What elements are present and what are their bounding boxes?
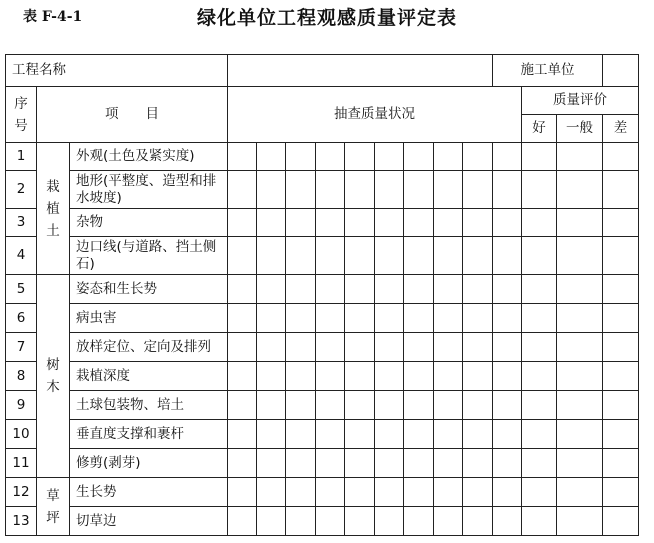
inspection-cell[interactable]: [375, 143, 404, 171]
inspection-cell[interactable]: [257, 237, 286, 275]
inspection-cell[interactable]: [345, 333, 375, 362]
inspection-cell[interactable]: [434, 362, 463, 391]
inspection-cell[interactable]: [316, 304, 345, 333]
item-label: 姿态和生长势: [70, 275, 228, 304]
table-id: 表 F-4-1: [23, 9, 83, 25]
inspection-cell[interactable]: [404, 420, 434, 449]
inspection-cell[interactable]: [463, 507, 493, 536]
rating-cell[interactable]: [603, 143, 639, 171]
rating-cell[interactable]: [522, 143, 557, 171]
inspection-cell[interactable]: [345, 143, 375, 171]
inspection-cell[interactable]: [286, 478, 316, 507]
rating-cell[interactable]: [557, 171, 603, 209]
row-number: 4: [6, 237, 37, 275]
item-label: 栽植深度: [70, 362, 228, 391]
inspection-cell[interactable]: [434, 333, 463, 362]
evaluation-table: [5, 54, 639, 536]
rating-cell[interactable]: [557, 304, 603, 333]
rating-cell[interactable]: [522, 449, 557, 478]
row-number: 8: [6, 362, 37, 391]
inspection-cell[interactable]: [345, 478, 375, 507]
inspection-cell[interactable]: [228, 171, 257, 209]
rating-cell[interactable]: [603, 304, 639, 333]
item-label: 外观(土色及紧实度): [70, 143, 228, 171]
inspection-cell[interactable]: [434, 304, 463, 333]
inspection-cell[interactable]: [228, 420, 257, 449]
inspection-cell[interactable]: [257, 209, 286, 237]
item-header: 项 目: [37, 87, 228, 143]
inspection-cell[interactable]: [345, 304, 375, 333]
group-label: 草 坪: [37, 478, 70, 536]
inspection-cell[interactable]: [463, 143, 493, 171]
rating-cell[interactable]: [603, 478, 639, 507]
inspection-cell[interactable]: [228, 304, 257, 333]
inspection-cell[interactable]: [404, 143, 434, 171]
inspection-cell[interactable]: [257, 333, 286, 362]
inspection-cell[interactable]: [345, 171, 375, 209]
inspection-cell[interactable]: [493, 478, 522, 507]
table-row: [6, 420, 639, 449]
rating-good-header: 好: [522, 115, 557, 143]
rating-cell[interactable]: [522, 507, 557, 536]
inspection-cell[interactable]: [493, 275, 522, 304]
table-row: [6, 275, 639, 304]
inspection-cell[interactable]: [434, 478, 463, 507]
inspection-cell[interactable]: [493, 304, 522, 333]
inspection-cell[interactable]: [345, 420, 375, 449]
rating-cell[interactable]: [603, 391, 639, 420]
inspection-cell[interactable]: [375, 209, 404, 237]
inspection-cell[interactable]: [463, 420, 493, 449]
rating-cell[interactable]: [603, 171, 639, 209]
inspection-cell[interactable]: [316, 362, 345, 391]
table-row: [6, 362, 639, 391]
inspection-cell[interactable]: [434, 507, 463, 536]
inspection-cell[interactable]: [228, 275, 257, 304]
inspection-cell[interactable]: [375, 478, 404, 507]
inspection-cell[interactable]: [493, 420, 522, 449]
inspection-cell[interactable]: [375, 275, 404, 304]
inspection-cell[interactable]: [404, 237, 434, 275]
inspection-cell[interactable]: [493, 237, 522, 275]
rating-cell[interactable]: [603, 209, 639, 237]
inspection-cell[interactable]: [463, 171, 493, 209]
rating-cell[interactable]: [522, 391, 557, 420]
inspection-cell[interactable]: [463, 362, 493, 391]
seq-header: 序 号: [6, 87, 37, 143]
rating-cell[interactable]: [522, 420, 557, 449]
inspection-cell[interactable]: [257, 304, 286, 333]
rating-cell[interactable]: [557, 420, 603, 449]
rating-cell[interactable]: [557, 449, 603, 478]
inspection-cell[interactable]: [434, 449, 463, 478]
rating-average-header: 一般: [557, 115, 603, 143]
rating-cell[interactable]: [603, 275, 639, 304]
project-name-label: 工程名称: [12, 62, 66, 78]
inspection-cell[interactable]: [434, 209, 463, 237]
rating-cell[interactable]: [557, 478, 603, 507]
inspection-cell[interactable]: [463, 391, 493, 420]
rating-cell[interactable]: [522, 171, 557, 209]
inspection-cell[interactable]: [375, 420, 404, 449]
row-number: 5: [6, 275, 37, 304]
inspection-cell[interactable]: [345, 209, 375, 237]
inspection-cell[interactable]: [257, 449, 286, 478]
table-row: [6, 143, 639, 171]
inspection-cell[interactable]: [493, 391, 522, 420]
table-row: [6, 449, 639, 478]
inspection-cell[interactable]: [286, 237, 316, 275]
inspection-cell[interactable]: [228, 507, 257, 536]
inspection-cell[interactable]: [286, 209, 316, 237]
inspection-cell[interactable]: [404, 478, 434, 507]
inspection-cell[interactable]: [228, 333, 257, 362]
inspection-cell[interactable]: [375, 449, 404, 478]
inspection-cell[interactable]: [286, 171, 316, 209]
rating-cell[interactable]: [557, 507, 603, 536]
inspection-cell[interactable]: [493, 449, 522, 478]
rating-cell[interactable]: [603, 362, 639, 391]
table-row: [6, 391, 639, 420]
inspection-cell[interactable]: [286, 449, 316, 478]
item-label: 地形(平整度、造型和排水坡度): [70, 171, 228, 209]
inspection-cell[interactable]: [257, 171, 286, 209]
inspection-cell[interactable]: [463, 304, 493, 333]
inspection-cell[interactable]: [493, 507, 522, 536]
inspection-cell[interactable]: [434, 420, 463, 449]
row-number: 6: [6, 304, 37, 333]
inspection-cell[interactable]: [228, 362, 257, 391]
table-row: [6, 304, 639, 333]
rating-cell[interactable]: [557, 237, 603, 275]
row-number: 11: [6, 449, 37, 478]
inspection-cell[interactable]: [345, 237, 375, 275]
inspection-cell[interactable]: [404, 275, 434, 304]
row-number: 1: [6, 143, 37, 171]
inspection-cell[interactable]: [316, 449, 345, 478]
inspection-cell[interactable]: [345, 507, 375, 536]
row-number: 10: [6, 420, 37, 449]
inspection-cell[interactable]: [375, 171, 404, 209]
row-number: 2: [6, 171, 37, 209]
project-name-field[interactable]: [228, 55, 493, 87]
inspection-cell[interactable]: [434, 171, 463, 209]
rating-cell[interactable]: [557, 209, 603, 237]
group-label: 树 木: [37, 275, 70, 478]
inspection-cell[interactable]: [316, 507, 345, 536]
inspection-cell[interactable]: [286, 362, 316, 391]
inspection-cell[interactable]: [345, 275, 375, 304]
inspection-cell[interactable]: [257, 478, 286, 507]
table-row: [6, 209, 639, 237]
table-row: [6, 237, 639, 275]
rating-cell[interactable]: [522, 275, 557, 304]
inspection-cell[interactable]: [257, 507, 286, 536]
inspection-cell[interactable]: [493, 171, 522, 209]
inspection-cell[interactable]: [316, 333, 345, 362]
inspection-cell[interactable]: [375, 304, 404, 333]
inspection-cell[interactable]: [434, 275, 463, 304]
inspection-cell[interactable]: [375, 507, 404, 536]
inspection-cell[interactable]: [493, 362, 522, 391]
table-row: [6, 478, 639, 507]
inspection-cell[interactable]: [463, 478, 493, 507]
inspection-cell[interactable]: [463, 209, 493, 237]
inspection-cell[interactable]: [434, 143, 463, 171]
inspection-cell[interactable]: [404, 391, 434, 420]
inspection-cell[interactable]: [345, 362, 375, 391]
rating-cell[interactable]: [522, 237, 557, 275]
construction-unit-field[interactable]: [603, 55, 639, 87]
construction-unit-label: 施工单位: [493, 55, 603, 87]
inspection-cell[interactable]: [375, 333, 404, 362]
rating-cell[interactable]: [557, 362, 603, 391]
inspection-cell[interactable]: [257, 143, 286, 171]
inspection-cell[interactable]: [493, 333, 522, 362]
row-number: 13: [6, 507, 37, 536]
inspection-cell[interactable]: [316, 478, 345, 507]
item-label: 杂物: [70, 209, 228, 237]
inspection-cell[interactable]: [434, 391, 463, 420]
inspection-cell[interactable]: [404, 362, 434, 391]
inspection-cell[interactable]: [493, 143, 522, 171]
inspection-cell[interactable]: [228, 478, 257, 507]
inspection-cell[interactable]: [463, 449, 493, 478]
inspection-cell[interactable]: [286, 304, 316, 333]
inspection-cell[interactable]: [404, 304, 434, 333]
inspection-cell[interactable]: [375, 362, 404, 391]
item-label: 边口线(与道路、挡土侧石): [70, 237, 228, 275]
inspection-cell[interactable]: [404, 507, 434, 536]
item-label: 病虫害: [70, 304, 228, 333]
inspection-cell[interactable]: [404, 209, 434, 237]
inspection-cell[interactable]: [228, 391, 257, 420]
inspection-cell[interactable]: [228, 209, 257, 237]
item-label: 修剪(剥芽): [70, 449, 228, 478]
inspection-cell[interactable]: [286, 143, 316, 171]
inspection-cell[interactable]: [257, 275, 286, 304]
inspection-cell[interactable]: [316, 275, 345, 304]
inspection-cell[interactable]: [345, 449, 375, 478]
table-row: [6, 333, 639, 362]
rating-poor-header: 差: [603, 115, 639, 143]
rating-cell[interactable]: [557, 333, 603, 362]
inspection-cell[interactable]: [316, 391, 345, 420]
rating-cell[interactable]: [557, 143, 603, 171]
inspection-cell[interactable]: [257, 420, 286, 449]
inspection-cell[interactable]: [404, 333, 434, 362]
inspection-cell[interactable]: [286, 333, 316, 362]
rating-cell[interactable]: [522, 333, 557, 362]
item-label: 生长势: [70, 478, 228, 507]
inspection-cell[interactable]: [316, 420, 345, 449]
rating-cell[interactable]: [603, 507, 639, 536]
page-title: 绿化单位工程观感质量评定表: [196, 7, 457, 29]
inspection-cell[interactable]: [316, 209, 345, 237]
item-label: 垂直度支撑和裹杆: [70, 420, 228, 449]
inspection-cell[interactable]: [404, 171, 434, 209]
inspection-cell[interactable]: [463, 333, 493, 362]
inspection-cell[interactable]: [493, 209, 522, 237]
row-number: 7: [6, 333, 37, 362]
rating-cell[interactable]: [603, 449, 639, 478]
row-number: 3: [6, 209, 37, 237]
inspection-cell[interactable]: [404, 449, 434, 478]
rating-cell[interactable]: [557, 391, 603, 420]
inspection-cell[interactable]: [228, 143, 257, 171]
inspection-header: 抽查质量状况: [228, 87, 522, 143]
group-label: 栽 植 土: [37, 143, 70, 275]
row-number: 12: [6, 478, 37, 507]
rating-cell[interactable]: [522, 362, 557, 391]
rating-cell[interactable]: [522, 478, 557, 507]
rating-header: 质量评价: [522, 87, 639, 115]
inspection-cell[interactable]: [257, 391, 286, 420]
project-name-row: [6, 55, 228, 87]
inspection-cell[interactable]: [286, 420, 316, 449]
inspection-cell[interactable]: [375, 391, 404, 420]
row-number: 9: [6, 391, 37, 420]
inspection-cell[interactable]: [286, 391, 316, 420]
inspection-cell[interactable]: [345, 391, 375, 420]
table-row: [6, 507, 639, 536]
inspection-cell[interactable]: [434, 237, 463, 275]
item-label: 切草边: [70, 507, 228, 536]
inspection-cell[interactable]: [375, 237, 404, 275]
table-row: [6, 171, 639, 209]
inspection-cell[interactable]: [228, 237, 257, 275]
inspection-cell[interactable]: [316, 143, 345, 171]
inspection-cell[interactable]: [463, 237, 493, 275]
rating-cell[interactable]: [522, 304, 557, 333]
item-label: 放样定位、定向及排列: [70, 333, 228, 362]
rating-cell[interactable]: [603, 420, 639, 449]
inspection-cell[interactable]: [257, 362, 286, 391]
rating-cell[interactable]: [557, 275, 603, 304]
rating-cell[interactable]: [603, 237, 639, 275]
inspection-cell[interactable]: [316, 171, 345, 209]
inspection-cell[interactable]: [286, 275, 316, 304]
item-label: 土球包装物、培土: [70, 391, 228, 420]
rating-cell[interactable]: [603, 333, 639, 362]
inspection-cell[interactable]: [463, 275, 493, 304]
inspection-cell[interactable]: [228, 449, 257, 478]
inspection-cell[interactable]: [286, 507, 316, 536]
inspection-cell[interactable]: [316, 237, 345, 275]
rating-cell[interactable]: [522, 209, 557, 237]
